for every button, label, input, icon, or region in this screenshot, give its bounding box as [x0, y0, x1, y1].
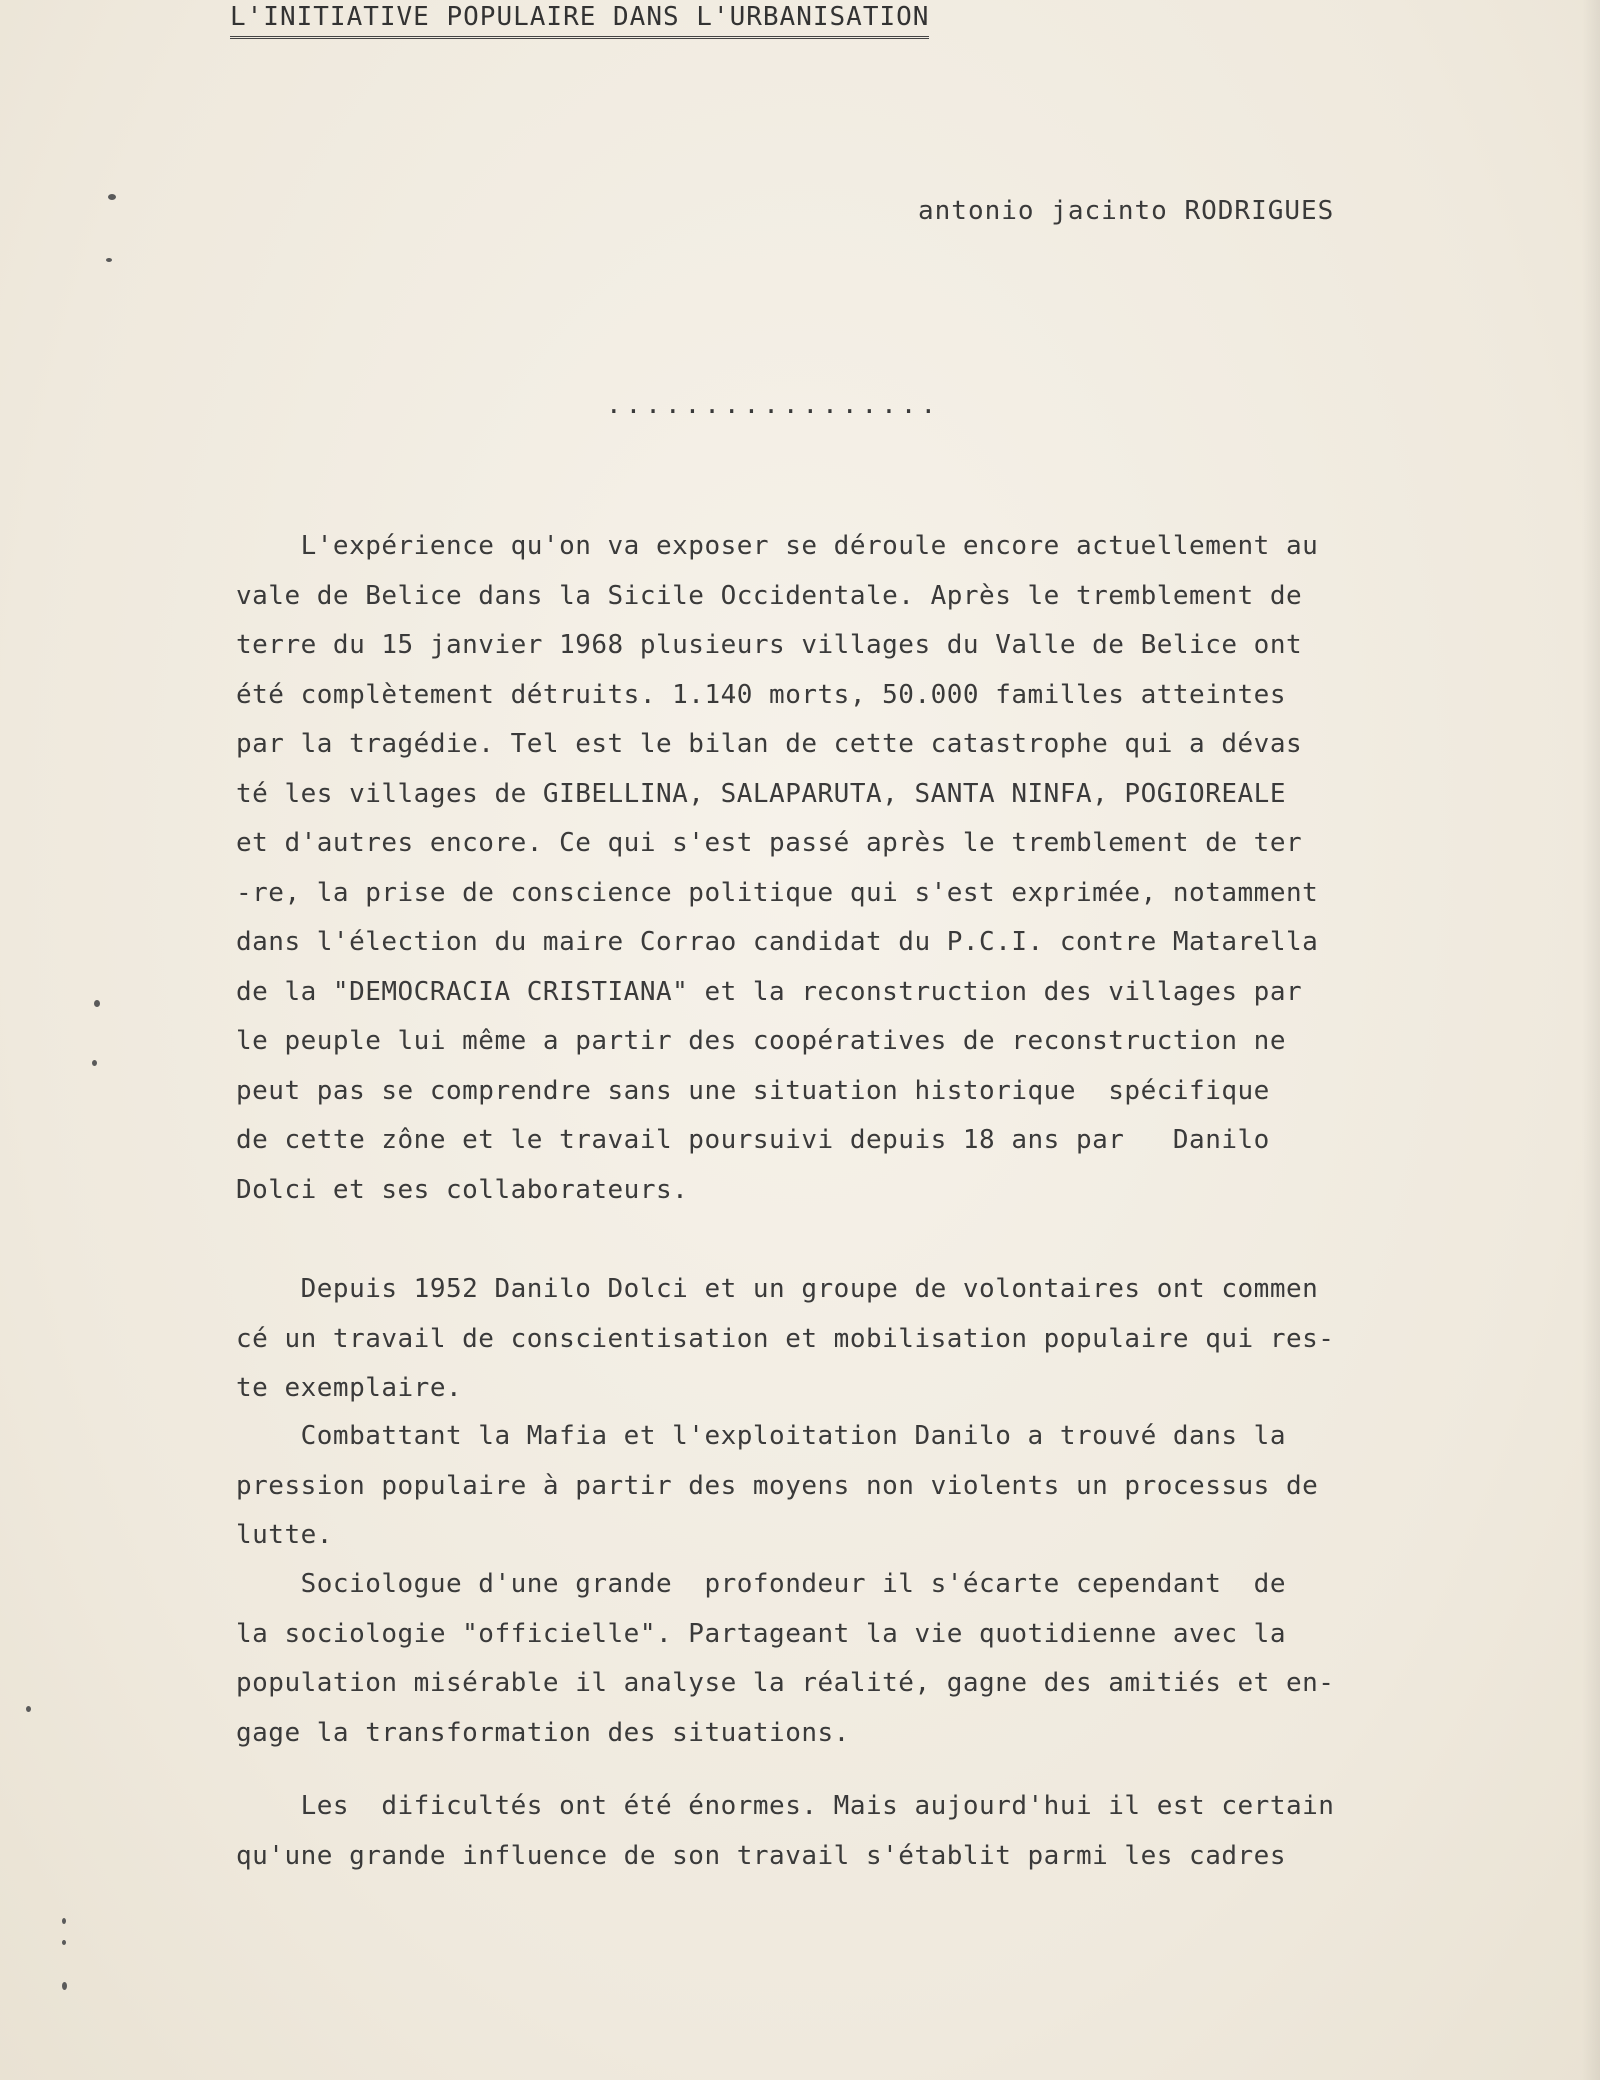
text-line: de cette zône et le travail poursuivi depuis 18 ans par Danilo	[236, 1125, 1270, 1155]
text-line: le peuple lui même a partir des coopératives de reconstruction ne	[236, 1026, 1286, 1056]
text-line: Les dificultés ont été énormes. Mais aujourd'hui il est certain	[236, 1791, 1335, 1821]
text-line: gage la transformation des situations.	[236, 1717, 850, 1748]
text-line: la sociologie "officielle". Partageant la vie quotidienne avec la	[236, 1618, 1286, 1649]
text-line: été complètement détruits. 1.140 morts, 50.000 familles atteintes	[236, 679, 1286, 710]
margin-speck	[94, 1000, 100, 1007]
text-line: pression populaire à partir des moyens non violents un processus de	[236, 1470, 1319, 1501]
paragraph-4	[236, 1560, 1496, 1758]
page-edge-shadow	[1582, 0, 1600, 2080]
text-line: et d'autres encore. Ce qui s'est passé après le tremblement de ter	[236, 828, 1303, 858]
text-line: Sociologue d'une grande profondeur il s'écarte cependant de	[236, 1569, 1286, 1599]
margin-speck	[62, 1982, 67, 1990]
text-line: vale de Belice dans la Sicile Occidentale. Après le tremblement de	[236, 580, 1303, 611]
text-line: lutte.	[236, 1520, 333, 1550]
margin-speck	[62, 1940, 66, 1945]
margin-speck	[92, 1060, 97, 1066]
text-line: peut pas se comprendre sans une situation historique spécifique	[236, 1075, 1270, 1106]
text-line: cé un travail de conscientisation et mobilisation populaire qui res-	[236, 1323, 1335, 1354]
text-line: population misérable il analyse la réalité, gagne des amitiés et en-	[236, 1668, 1335, 1698]
paragraph-1	[236, 522, 1496, 1215]
text-line: té les villages de GIBELLINA, SALAPARUTA, SANTA NINFA, POGIOREALE	[236, 778, 1286, 809]
text-line: dans l'élection du maire Corrao candidat du P.C.I. contre Matarella	[236, 927, 1319, 957]
text-line: te exemplaire.	[236, 1373, 463, 1403]
text-line: Combattant la Mafia et l'exploitation Danilo a trouvé dans la	[236, 1421, 1286, 1451]
margin-speck	[106, 258, 112, 262]
text-line: Dolci et ses collaborateurs.	[236, 1174, 689, 1205]
margin-speck	[26, 1706, 31, 1712]
document-title: L'INITIATIVE POPULAIRE DANS L'URBANISATION	[230, 0, 929, 39]
paragraph-5	[236, 1782, 1496, 1881]
text-line: terre du 15 janvier 1968 plusieurs villages du Valle de Belice ont	[236, 630, 1303, 660]
text-line: L'expérience qu'on va exposer se déroule encore actuellement au	[236, 531, 1319, 561]
text-line: Depuis 1952 Danilo Dolci et un groupe de volontaires ont commen	[236, 1274, 1319, 1304]
author-name: antonio jacinto RODRIGUES	[918, 196, 1335, 226]
text-line: -re, la prise de conscience politique qui s'est exprimée, notamment	[236, 877, 1319, 908]
text-line: qu'une grande influence de son travail s'établit parmi les cadres	[236, 1840, 1286, 1871]
margin-speck	[108, 194, 116, 200]
paragraph-3	[236, 1412, 1496, 1561]
dotted-separator: .................	[606, 390, 941, 420]
text-line: par la tragédie. Tel est le bilan de cette catastrophe qui a dévas	[236, 729, 1303, 759]
text-line: de la "DEMOCRACIA CRISTIANA" et la reconstruction des villages par	[236, 976, 1303, 1007]
paragraph-2	[236, 1265, 1496, 1414]
margin-speck	[62, 1918, 66, 1924]
